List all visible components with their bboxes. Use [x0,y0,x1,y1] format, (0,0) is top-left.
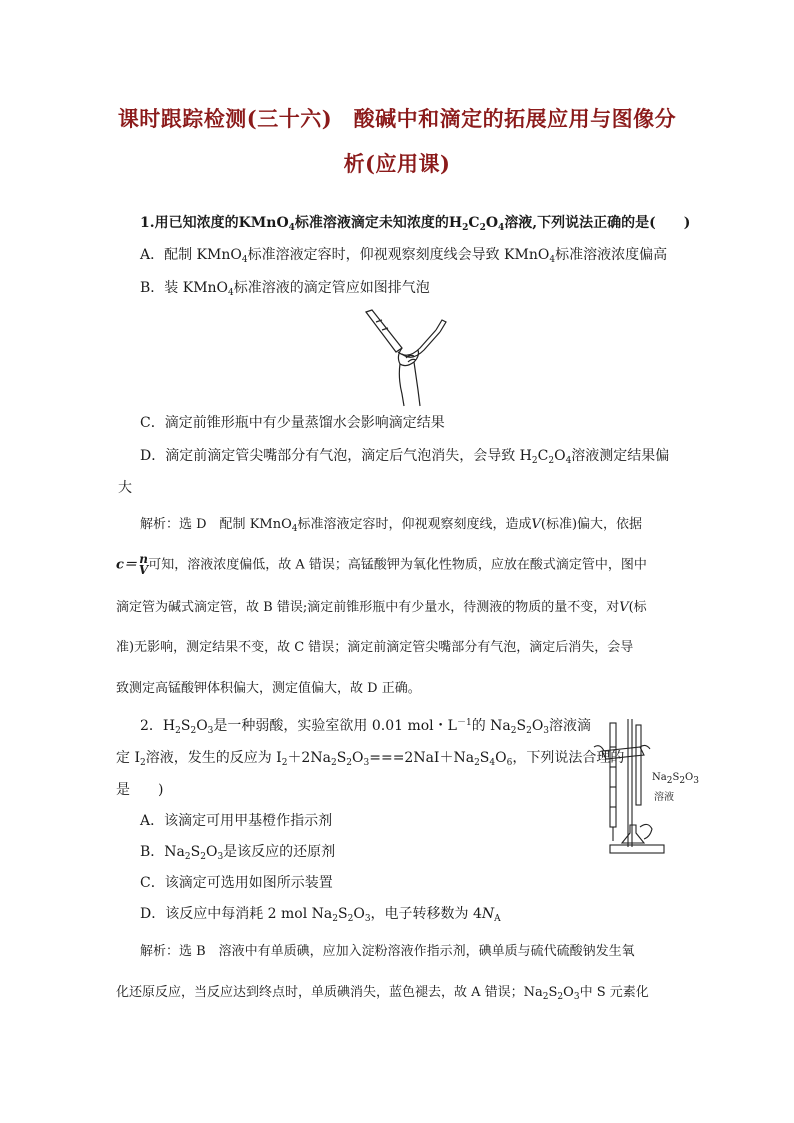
analysis-2-line2: 化还原反应，当反应达到终点时，单质碘消失，蓝色褪去，故 A 错误；$Na_2S_2O_3$中 S 元素化 [116,985,649,1002]
titration-apparatus-figure [590,717,670,857]
question-1-option-d: D．滴定前滴定管尖嘴部分有气泡，滴定后气泡消失，会导致 $H_2C_2O_4$溶液测定结果偏 [140,448,670,466]
concentration-formula: n V [138,552,149,577]
fig2-label-solution: $Na_2S_2O_3$ [652,772,699,786]
question-1-option-a: A．配制 KMnO$_4$标准溶液定容时，仰视观察刻度线会导致 KMnO$_4$标准溶液浓度偏高 [140,247,668,265]
question-1-option-b: B．装 KMnO$_4$标准溶液的滴定管应如图排气泡 [140,280,430,298]
question-2-option-a: A．该滴定可用甲基橙作指示剂 [140,813,333,829]
analysis-1-line3: 滴定管为碱式滴定管，故 B 错误;滴定前锥形瓶中有少量水，待测液的物质的量不变，对V(标 [116,600,647,615]
question-2-option-d: D．该反应中每消耗 2 mol $Na_2S_2O_3$，电子转移数为 $4N_A$ [140,906,501,924]
fig2-label-liquid: 溶液 [654,792,674,803]
question-1-option-c: C．滴定前锥形瓶中有少量蒸馏水会影响滴定结果 [140,415,445,431]
question-2-stem-line2: 定 $I_2$溶液，发生的反应为 $I_2+2Na_2S_2O_3===2NaI+Na_2S_4O_6$，下列说法合理的 [116,750,625,768]
analysis-1-line2: c＝ n V 可知，溶液浓度偏低，故 A 错误；高锰酸钾为氧化性物质，应放在酸式滴定管中，图中 [116,552,647,577]
analysis-1-line4: 准)无影响，测定结果不变，故 C 错误；滴定前滴定管尖嘴部分有气泡，滴定后消失，会导 [116,640,634,655]
analysis-2-line1: 解析：选 B 溶液中有单质碘，应加入淀粉溶液作指示剂，碘单质与硫代硫酸钠发生氧 [140,944,635,959]
question-1-stem: 1.用已知浓度的KMnO$_4$标准溶液滴定未知浓度的$H_2C_2O_4$溶液,下列说法正确的是( ) [140,215,691,233]
analysis-1-line1: 解析：选 D 配制 KMnO$_4$标准溶液定容时，仰视观察刻度线，造成V(标准)偏大，依据 [140,517,643,534]
question-2-stem-line1: 2．$H_2S_2O_3$是一种弱酸，实验室欲用 0.01 mol・$L^{-1}$的 $Na_2S_2O_3$溶液滴 [140,718,592,736]
question-2-stem-line3: 是 ) [116,782,164,798]
question-2-option-c: C．该滴定可选用如图所示装置 [140,875,333,891]
page-title-line1: 课时跟踪检测(三十六) 酸碱中和滴定的拓展应用与图像分 [117,106,677,131]
question-2-option-b: B．$Na_2S_2O_3$是该反应的还原剂 [140,844,336,862]
analysis-1-line5: 致测定高锰酸钾体积偏大，测定值偏大，故 D 正确。 [116,681,421,696]
burette-bubble-figure [362,308,452,408]
question-1-option-d-cont: 大 [118,480,132,496]
page-title-line2: 析(应用课) [343,151,451,176]
